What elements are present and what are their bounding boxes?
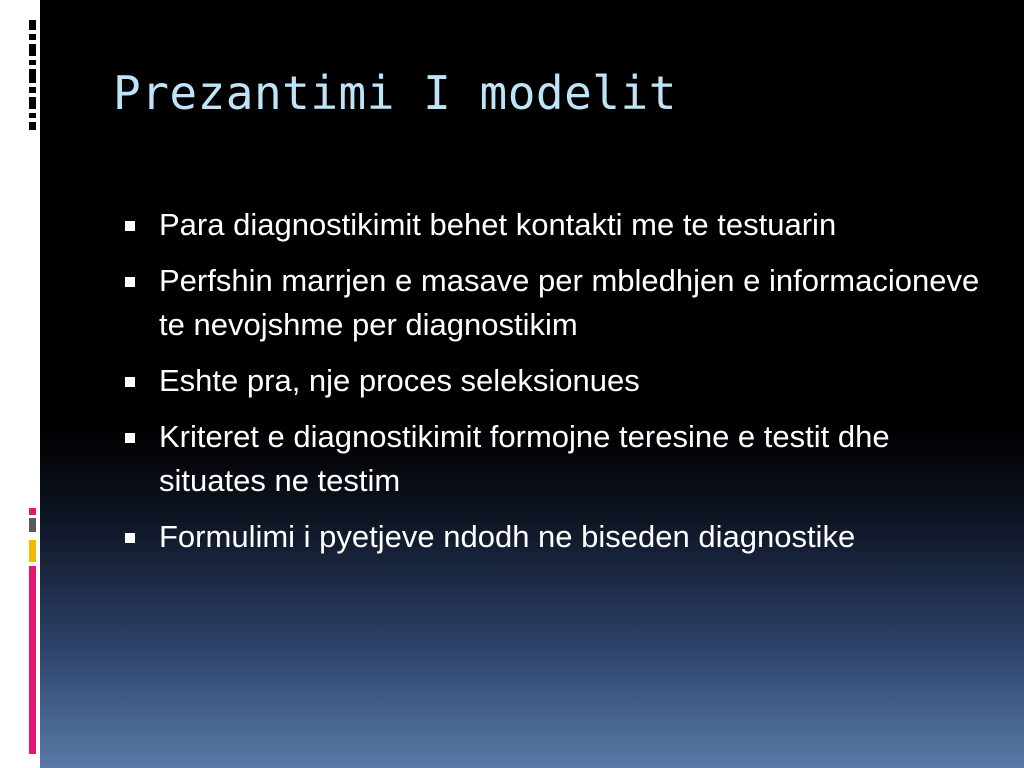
bullet-item [122, 259, 1002, 347]
bullet-text: Para diagnostikimit behet kontakti me te testuarin [159, 207, 837, 242]
bullet-text: Eshte pra, nje proces seleksionues [159, 363, 640, 398]
square-bullet-icon [125, 533, 135, 543]
bullet-item [122, 515, 1002, 559]
barcode-decoration [29, 20, 36, 130]
square-bullet-icon [125, 221, 135, 231]
bullet-text: Kriteret e diagnostikimit formojne teresine e testit dhe situates ne testim [159, 419, 890, 498]
bullet-item [122, 415, 1002, 503]
square-bullet-icon [125, 433, 135, 443]
accent-yellow [29, 540, 36, 562]
square-bullet-icon [125, 277, 135, 287]
bullet-list [122, 203, 1002, 571]
bullet-item [122, 359, 1002, 403]
slide-title: Prezantimi I modelit [113, 66, 677, 120]
accent-pink-bar [29, 566, 36, 754]
accent-pink-small [29, 508, 36, 515]
left-decorative-strip [0, 0, 40, 768]
accent-gray [29, 518, 36, 532]
bullet-text: Perfshin marrjen e masave per mbledhjen e informacioneve te nevojshme per diagnostikim [159, 263, 980, 342]
square-bullet-icon [125, 377, 135, 387]
bullet-text: Formulimi i pyetjeve ndodh ne biseden diagnostike [159, 519, 856, 554]
bullet-item [122, 203, 1002, 247]
